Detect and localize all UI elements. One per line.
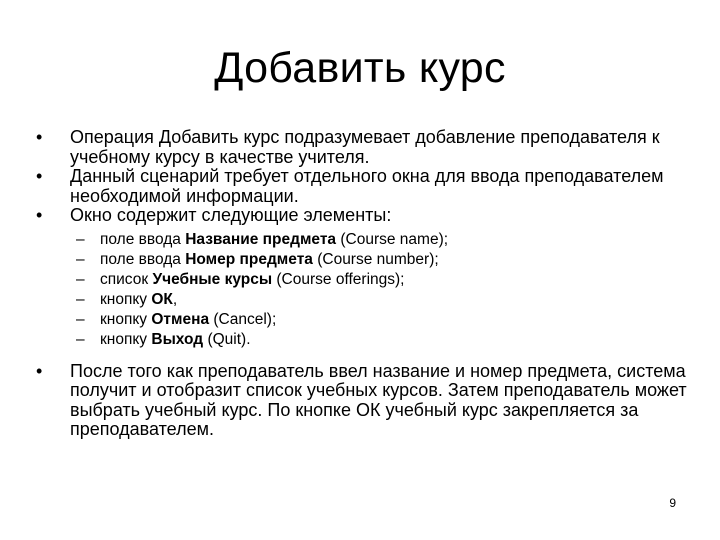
- sub-item-bold: Название предмета: [185, 230, 337, 248]
- sub-item-dash: –: [76, 290, 85, 308]
- sub-item-dash: –: [76, 330, 85, 348]
- sub-item: [36, 330, 696, 350]
- sub-item-bold: Выход: [151, 330, 204, 348]
- page-number: 9: [669, 496, 676, 510]
- sub-item-suffix: ,: [172, 290, 178, 308]
- sub-item-prefix: список: [100, 270, 153, 288]
- sub-item-suffix: (Course number);: [312, 250, 439, 268]
- sub-item-bold: Учебные курсы: [152, 270, 273, 288]
- sub-item-suffix: (Course name);: [336, 230, 449, 248]
- sub-item-bold: ОК: [151, 290, 173, 308]
- sub-item-prefix: кнопку: [100, 330, 152, 348]
- bullet-text: Операция Добавить курс подразумевает добавление преподавателя к учебному курсу в качестве учителя.: [70, 127, 660, 167]
- sub-item-suffix: (Cancel);: [209, 310, 277, 328]
- sub-item-dash: –: [76, 270, 85, 288]
- sub-item: [36, 230, 696, 250]
- sub-item-suffix: (Course offerings);: [272, 270, 405, 288]
- sub-item: [36, 270, 696, 290]
- sub-item: [36, 250, 696, 270]
- bullet-mark: •: [36, 360, 43, 381]
- bullet-text: Данный сценарий требует отдельного окна для ввода преподавателем необходимой информации.: [70, 166, 664, 206]
- bullet-mark: •: [36, 205, 43, 225]
- bullet-mark: •: [36, 127, 43, 147]
- sub-item: [36, 310, 696, 330]
- sub-item-prefix: кнопку: [100, 290, 152, 308]
- sub-item-dash: –: [76, 310, 85, 328]
- bullet-item: [36, 206, 696, 226]
- bullet-item: [36, 362, 696, 440]
- sub-item-suffix: (Quit).: [203, 330, 251, 348]
- sub-item: [36, 290, 696, 310]
- sub-item-bold: Номер предмета: [185, 250, 313, 268]
- bullet-item: [36, 128, 696, 167]
- slide-title: Добавить курс: [214, 44, 506, 92]
- sub-item-prefix: поле ввода: [100, 230, 186, 248]
- sub-item-prefix: поле ввода: [100, 250, 186, 268]
- sub-list: [36, 230, 696, 350]
- sub-item-prefix: кнопку: [100, 310, 152, 328]
- bullet-item: [36, 167, 696, 206]
- bullet-mark: •: [36, 166, 43, 186]
- sub-item-dash: –: [76, 250, 85, 268]
- bullet-text: Окно содержит следующие элементы:: [70, 205, 392, 225]
- bullet-text: После того как преподаватель ввел название и номер предмета, система получит и отобразит список учебных курсов. Затем преподаватель может выбрать учебный курс. По кнопке ОК учебный курс закрепляется за преподавателем.: [70, 360, 687, 439]
- slide-content: [36, 128, 696, 440]
- sub-item-dash: –: [76, 230, 85, 248]
- sub-item-bold: Отмена: [151, 310, 210, 328]
